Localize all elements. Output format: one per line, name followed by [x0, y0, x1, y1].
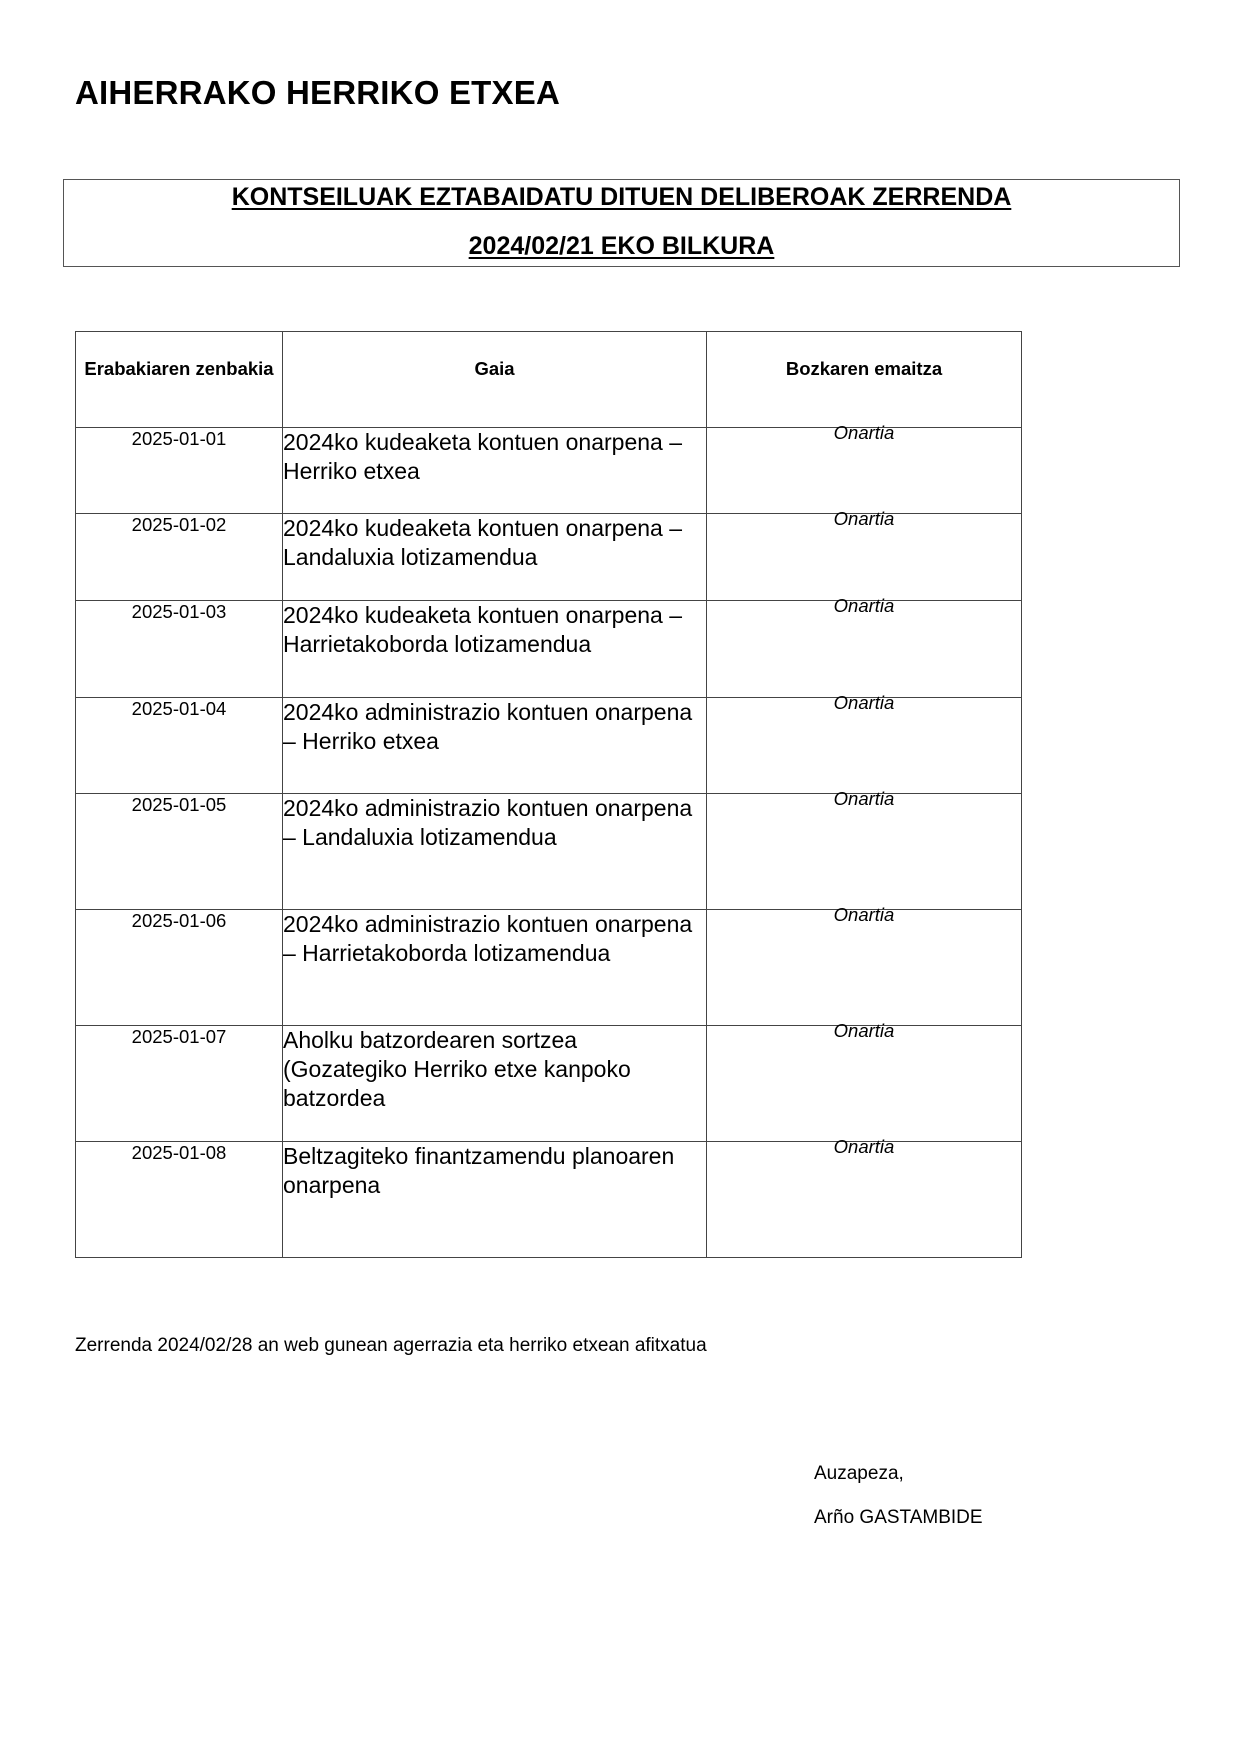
resolution-subject: Beltzagiteko finantzamendu planoaren onarpena [283, 1142, 707, 1258]
table-row [76, 514, 1022, 601]
resolution-subject: 2024ko administrazio kontuen onarpena – Landaluxia lotizamendua [283, 794, 707, 910]
resolution-subject: 2024ko administrazio kontuen onarpena – Herriko etxea [283, 698, 707, 794]
table-row [76, 428, 1022, 514]
signature-role: Auzapeza, [814, 1463, 904, 1484]
resolution-subject: 2024ko kudeaketa kontuen onarpena – Landaluxia lotizamendua [283, 514, 707, 601]
resolution-subject: Aholku batzordearen sortzea (Gozategiko Herriko etxe kanpoko batzordea [283, 1026, 707, 1142]
table-row [76, 794, 1022, 910]
resolution-number: 2025-01-05 [76, 794, 283, 910]
organization-title: AIHERRAKO HERRIKO ETXEA [75, 74, 560, 111]
header-subject: Gaia [283, 332, 707, 428]
header-number: Erabakiaren zenbakia [76, 332, 283, 428]
publication-note: Zerrenda 2024/02/28 an web gunean agerrazia eta herriko etxean afitxatua [75, 1335, 707, 1356]
resolution-number: 2025-01-01 [76, 428, 283, 514]
resolution-subject: 2024ko kudeaketa kontuen onarpena – Harrietakoborda lotizamendua [283, 601, 707, 698]
vote-result: Onartia [707, 794, 1022, 910]
resolution-subject: 2024ko kudeaketa kontuen onarpena – Herriko etxea [283, 428, 707, 514]
resolution-number: 2025-01-02 [76, 514, 283, 601]
table-row [76, 601, 1022, 698]
resolution-number: 2025-01-07 [76, 1026, 283, 1142]
table-row [76, 910, 1022, 1026]
vote-result: Onartia [707, 428, 1022, 514]
table-row [76, 1142, 1022, 1258]
table-header-row [76, 332, 1022, 428]
vote-result: Onartia [707, 698, 1022, 794]
resolutions-table [75, 331, 1022, 1258]
resolution-number: 2025-01-08 [76, 1142, 283, 1258]
document-title: KONTSEILUAK EZTABAIDATU DITUEN DELIBEROAK ZERRENDA [231, 183, 1012, 211]
vote-result: Onartia [707, 601, 1022, 698]
vote-result: Onartia [707, 910, 1022, 1026]
session-date-title: 2024/02/21 EKO BILKURA [468, 232, 775, 260]
resolution-number: 2025-01-06 [76, 910, 283, 1026]
table-row [76, 698, 1022, 794]
vote-result: Onartia [707, 1142, 1022, 1258]
vote-result: Onartia [707, 1026, 1022, 1142]
header-result: Bozkaren emaitza [707, 332, 1022, 428]
table-row [76, 1026, 1022, 1142]
document-title-box [63, 179, 1180, 267]
vote-result: Onartia [707, 514, 1022, 601]
resolution-number: 2025-01-03 [76, 601, 283, 698]
signature-name: Arño GASTAMBIDE [814, 1507, 983, 1528]
resolution-number: 2025-01-04 [76, 698, 283, 794]
resolution-subject: 2024ko administrazio kontuen onarpena – Harrietakoborda lotizamendua [283, 910, 707, 1026]
